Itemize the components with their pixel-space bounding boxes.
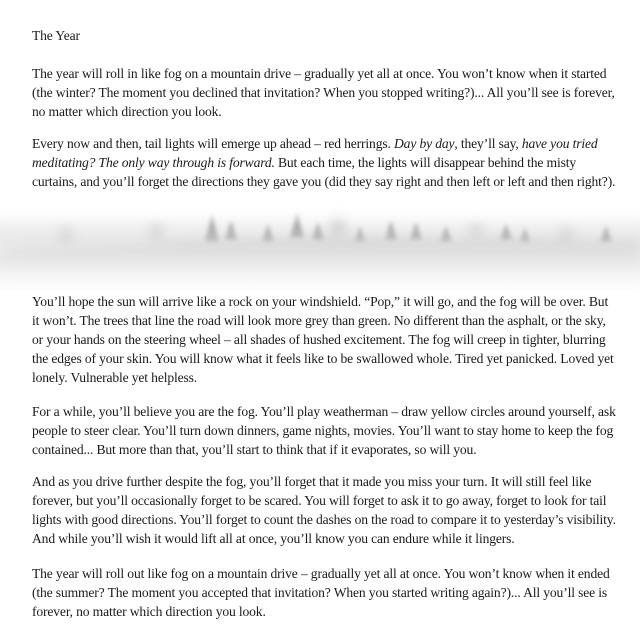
paragraph-5 (32, 472, 617, 548)
paragraph-1 (32, 64, 617, 121)
paragraph-2 (32, 134, 617, 191)
paragraph-2-italic-quote: Day by day (394, 136, 455, 151)
paragraph-5-text: And as you drive further despite the fog, you’ll forget that it made you miss your turn. It will still feel like forever, but you’ll occasionally forget to be scared. You will forget to ask it to go away, forget to look for tail lights with good directions. You’ll forget to count the dashes on the road to compare it to yesterday’s visibility. And while you’ll wish it would lift all at once, you’ll know you can endure while it lingers. (32, 474, 616, 546)
paragraph-6-text: The year will roll out like fog on a mountain drive – gradually yet all at once. You won’t know when it ended (the summer? The moment you accepted that invitation? When you started writing again?)... All you’ll see is forever, no matter which direction you look. (32, 566, 610, 619)
paragraph-2-italic-advice: have you tried meditating? The only way through is forward. (32, 136, 598, 170)
paragraph-2-part-c: , they’ll say, (454, 136, 522, 151)
paragraph-3-text: You’ll hope the sun will arrive like a rock on your windshield. “Pop,” it will go, and the fog will be over. But it won’t. The trees that line the road will look more grey than green. No different than the asphalt, or the sky, or your hands on the steering wheel – all shades of hushed excitement. The fog will creep in tighter, blurring the edges of your skin. You will know what it feels like to be swallowed whole. Tired yet panicked. Loved yet lonely. Vulnerable yet helpless. (32, 294, 614, 385)
paragraph-1-text: The year will roll in like fog on a mountain drive – gradually yet all at once. You won’t know when it started (the winter? The moment you declined that invitation? When you stopped writing?)... All you’ll see is forever, no matter which direction you look. (32, 66, 615, 119)
foggy-treeline-image (0, 190, 640, 290)
paragraph-2-part-e: But each time, the lights will disappear behind the misty curtains, and you’ll forget the directions they gave you (did they say right and then left or left and then right?). (32, 155, 616, 189)
paragraph-4 (32, 402, 617, 459)
paragraph-3 (32, 292, 617, 387)
paragraph-6 (32, 564, 617, 621)
title-text: The Year (32, 28, 80, 43)
paragraph-2-text (32, 134, 617, 191)
paragraph-2-part-a: Every now and then, tail lights will emerge up ahead – red herrings. (32, 136, 394, 151)
document-title (32, 26, 617, 45)
paragraph-4-text: For a while, you’ll believe you are the fog. You’ll play weatherman – draw yellow circles around yourself, ask people to steer clear. You’ll turn down dinners, game nights, movies. You’ll want to stay home to keep the fog contained... But more than that, you’ll start to think that if it evaporates, so will you. (32, 404, 616, 457)
